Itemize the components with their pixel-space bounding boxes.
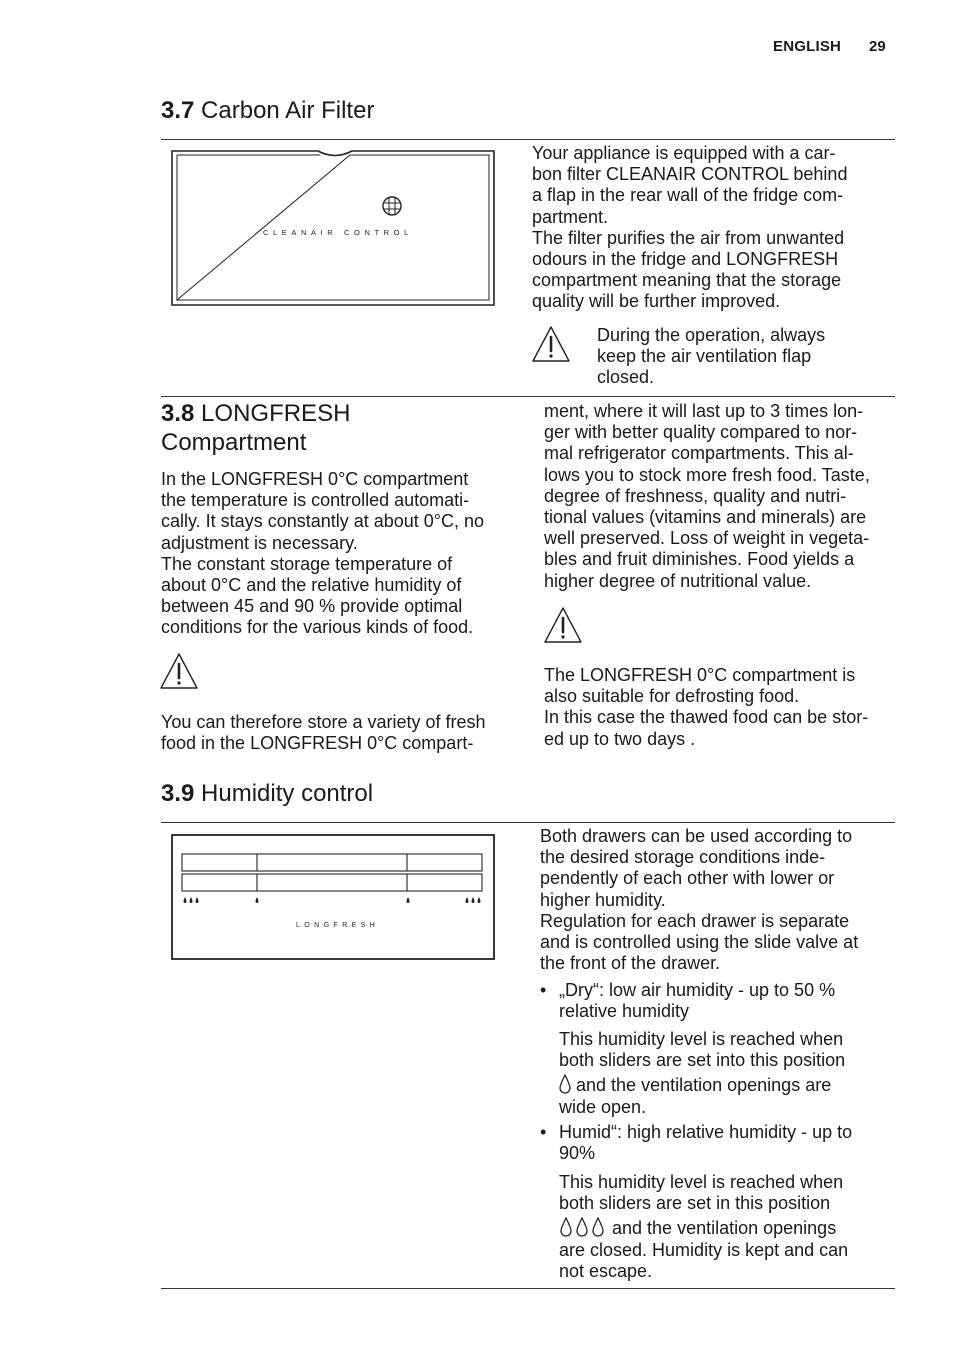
single-drop-icon (559, 1074, 571, 1094)
bullet-line: Humid“: high relative humidity - up to (559, 1122, 853, 1142)
text-line: mal refrigerator compartments. This al- (544, 443, 854, 464)
longfresh-text-left-cont (161, 712, 486, 754)
section-rule (161, 822, 895, 823)
text-line: cally. It stays constantly at about 0°C, no (161, 511, 485, 532)
text-line: the temperature is controlled automati- (161, 490, 470, 511)
text-line: compartment meaning that the storage (532, 270, 842, 291)
single-drop-icon (407, 897, 410, 903)
bullet-dot: • (540, 980, 547, 1000)
longfresh-text-right-cont (544, 665, 868, 750)
section-number: 3.8 (161, 400, 195, 427)
list-item-dry (540, 980, 835, 1022)
text-line: also suitable for defrosting food. (544, 686, 800, 707)
text-line: This humidity level is reached when (559, 1029, 844, 1049)
text-line: between 45 and 90 % provide optimal (161, 596, 463, 617)
text-line: well preserved. Loss of weight in vegeta- (544, 528, 870, 549)
bullet-line: „Dry“: low air humidity - up to 50 % (559, 980, 836, 1000)
section-3-9-title (161, 779, 373, 809)
text-line: degree of freshness, quality and nutri- (544, 485, 847, 506)
text-line: conditions for the various kinds of food. (161, 617, 474, 638)
warning-line: keep the air ventilation flap (597, 346, 812, 367)
text-fragment: and the ventilation openings (612, 1218, 837, 1239)
section-title-text: LONGFRESH (201, 400, 351, 427)
section-3-8-title (161, 399, 350, 457)
warning-line: closed. (597, 367, 655, 388)
text-line: partment. (532, 206, 609, 227)
section-title-text: Compartment (161, 429, 307, 456)
humidity-options-list (540, 1122, 852, 1164)
text-line: The LONGFRESH 0°C compartment is (544, 665, 856, 685)
warning-icon (159, 652, 199, 690)
carbon-filter-text (532, 143, 847, 313)
section-rule (161, 396, 895, 397)
triple-drop-icon (559, 1217, 607, 1237)
text-line: the desired storage conditions inde- (540, 847, 826, 868)
text-line: The constant storage temperature of (161, 553, 453, 574)
longfresh-text-left (161, 469, 484, 639)
longfresh-label: LONGFRESH (296, 922, 380, 929)
warning-line: During the operation, always (597, 325, 826, 345)
bullet-dot: • (540, 1122, 547, 1142)
header-language: ENGLISH (773, 38, 842, 55)
page-number: 29 (869, 38, 886, 55)
text-line: ed up to two days . (544, 728, 696, 749)
warning-icon (543, 606, 583, 644)
humidity-options-list (540, 980, 835, 1022)
text-line: about 0°C and the relative humidity of (161, 575, 462, 596)
list-item-humid (540, 1122, 852, 1164)
text-line: are closed. Humidity is kept and can (559, 1239, 849, 1260)
carbon-filter-warning (597, 325, 825, 389)
longfresh-text-right (544, 401, 870, 592)
triple-drop-icon (184, 897, 199, 903)
text-line: ger with better quality compared to nor- (544, 422, 858, 443)
text-line: the front of the drawer. (540, 953, 721, 974)
section-rule (161, 139, 895, 140)
text-line: a flap in the rear wall of the fridge com- (532, 185, 844, 206)
section-rule (161, 1288, 895, 1289)
text-line: In the LONGFRESH 0°C compartment (161, 469, 469, 489)
text-line: adjustment is necessary. (161, 532, 358, 553)
section-number: 3.9 (161, 780, 195, 807)
text-line: odours in the fridge and LONGFRESH (532, 249, 839, 270)
text-line: tional values (vitamins and minerals) are (544, 507, 867, 528)
text-line: quality will be further improved. (532, 291, 781, 312)
text-line: food in the LONGFRESH 0°C compart- (161, 733, 474, 754)
triple-drop-icon (466, 897, 481, 903)
warning-icon (531, 325, 571, 363)
bullet-line: 90% (559, 1143, 596, 1164)
text-line: You can therefore store a variety of fresh (161, 712, 486, 732)
text-line: both sliders are set in this position (559, 1193, 831, 1214)
text-line: not escape. (559, 1260, 653, 1281)
text-line: higher humidity. (540, 889, 666, 910)
section-number: 3.7 (161, 97, 195, 124)
text-line: higher degree of nutritional value. (544, 570, 812, 591)
text-line: pendently of each other with lower or (540, 868, 835, 889)
text-line: bles and fruit diminishes. Food yields a (544, 549, 855, 570)
dry-description (559, 1029, 845, 1118)
single-drop-icon (256, 897, 259, 903)
text-line: Both drawers can be used according to (540, 826, 853, 846)
humid-description (559, 1172, 848, 1282)
text-line-with-icon (559, 1074, 845, 1096)
text-line: ment, where it will last up to 3 times lon- (544, 401, 864, 421)
text-line: both sliders are set into this position (559, 1050, 846, 1071)
text-line: lows you to stock more fresh food. Taste, (544, 464, 870, 485)
text-line: The filter purifies the air from unwanted (532, 227, 845, 248)
humidity-intro-text (540, 826, 858, 974)
humidity-panel-figure (170, 833, 498, 963)
text-line: Your appliance is equipped with a car- (532, 143, 836, 163)
text-line: This humidity level is reached when (559, 1172, 844, 1192)
bullet-line: relative humidity (559, 1001, 690, 1022)
text-line: bon filter CLEANAIR CONTROL behind (532, 164, 848, 185)
text-line: and is controlled using the slide valve at (540, 932, 859, 953)
section-3-7-title (161, 96, 374, 126)
text-line-with-icon (559, 1217, 848, 1239)
section-title-text: Carbon Air Filter (201, 97, 375, 124)
text-line: In this case the thawed food can be stor- (544, 707, 869, 728)
section-title-text: Humidity control (201, 780, 374, 807)
text-line: Regulation for each drawer is separate (540, 910, 850, 931)
text-fragment: and the ventilation openings are (576, 1075, 832, 1096)
carbon-filter-figure (170, 148, 498, 310)
text-line: wide open. (559, 1096, 647, 1117)
globe-icon (383, 197, 401, 215)
cleanair-label: CLEANAIR CONTROL (263, 228, 413, 237)
